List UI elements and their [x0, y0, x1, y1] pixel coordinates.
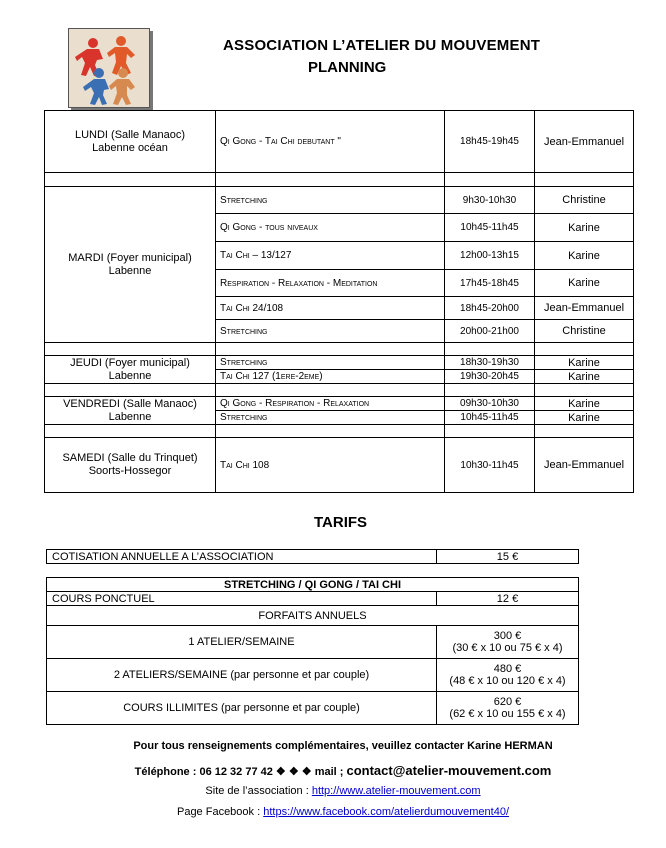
forfait-label: 1 ATELIER/SEMAINE [47, 626, 437, 659]
table-row [45, 356, 634, 370]
table-row [47, 626, 579, 659]
cotisation-label: COTISATION ANNUELLE A L’ASSOCIATION [47, 550, 437, 564]
separator-symbols-icon: ❖ ❖ ❖ [275, 766, 312, 778]
activity-cell: Tai Chi 127 (1ere-2eme) [216, 370, 445, 384]
time-cell: 10h30-11h45 [445, 438, 535, 493]
time-cell: 18h45-20h00 [445, 297, 535, 320]
time-cell: 18h45-19h45 [445, 111, 535, 173]
activity-cell: Tai Chi 108 [216, 438, 445, 493]
page-subtitle: PLANNING [308, 59, 387, 76]
table-row [45, 438, 634, 493]
teacher-cell: Jean-Emmanuel [535, 297, 634, 320]
table-row [47, 659, 579, 692]
activity-cell: Qi Gong - Respiration - Relaxation [216, 397, 445, 411]
mail-label: mail ; [314, 766, 344, 778]
page-title: ASSOCIATION L’ATELIER DU MOUVEMENT [223, 37, 541, 54]
planning-table [44, 110, 634, 493]
teacher-cell: Karine [535, 214, 634, 242]
table-row [47, 578, 579, 592]
time-cell: 10h45-11h45 [445, 214, 535, 242]
table-row [47, 592, 579, 606]
activity-cell: Stretching [216, 187, 445, 214]
tarifs-title: TARIFS [314, 514, 368, 531]
teacher-cell: Jean-Emmanuel [535, 111, 634, 173]
teacher-cell: Karine [535, 242, 634, 270]
activity-cell: Tai Chi 24/108 [216, 297, 445, 320]
activity-cell: Stretching [216, 356, 445, 370]
activity-cell: Qi Gong - tous niveaux [216, 214, 445, 242]
day-cell-jeudi: JEUDI (Foyer municipal) Labenne [45, 356, 216, 384]
teacher-cell: Christine [535, 187, 634, 214]
teacher-cell: Karine [535, 397, 634, 411]
day-cell-vendredi: VENDREDI (Salle Manaoc) Labenne [45, 397, 216, 425]
facebook-line [10, 806, 666, 818]
forfaits-title: FORFAITS ANNUELS [47, 606, 579, 626]
association-logo [68, 28, 150, 108]
ponctuel-price: 12 € [437, 592, 579, 606]
ponctuel-label: COURS PONCTUEL [47, 592, 437, 606]
table-row [45, 187, 634, 214]
day-cell-mardi: MARDI (Foyer municipal) Labenne [45, 187, 216, 343]
forfait-price-cell: 480 € (48 € x 10 ou 120 € x 4) [437, 659, 579, 692]
table-row [45, 111, 634, 173]
activity-cell: Qi Gong - Tai Chi debutant " [216, 111, 445, 173]
time-cell: 12h00-13h15 [445, 242, 535, 270]
time-cell: 19h30-20h45 [445, 370, 535, 384]
table-row [47, 550, 579, 564]
activity-cell: Stretching [216, 320, 445, 343]
time-cell: 20h00-21h00 [445, 320, 535, 343]
dancers-logo-icon [69, 29, 149, 107]
cotisation-price: 15 € [437, 550, 579, 564]
teacher-cell: Christine [535, 320, 634, 343]
forfait-label: 2 ATELIERS/SEMAINE (par personne et par couple) [47, 659, 437, 692]
time-cell: 09h30-10h30 [445, 397, 535, 411]
spacer-row [45, 384, 634, 397]
spacer-row [45, 173, 634, 187]
email-link[interactable]: contact@atelier-mouvement.com [346, 763, 552, 778]
activity-cell: Tai Chi – 13/127 [216, 242, 445, 270]
spacer-row [45, 343, 634, 356]
site-line [10, 785, 666, 797]
spacer-row [45, 425, 634, 438]
teacher-cell: Karine [535, 356, 634, 370]
time-cell: 9h30-10h30 [445, 187, 535, 214]
cotisation-table [46, 549, 579, 564]
site-label: Site de l’association : [205, 785, 309, 797]
forfaits-table [46, 577, 579, 725]
site-link[interactable]: http://www.atelier-mouvement.com [311, 785, 481, 797]
teacher-cell: Karine [535, 411, 634, 425]
time-cell: 17h45-18h45 [445, 270, 535, 297]
time-cell: 10h45-11h45 [445, 411, 535, 425]
facebook-link[interactable]: https://www.facebook.com/atelierdumouvement40/ [263, 806, 510, 818]
day-cell-lundi: LUNDI (Salle Manaoc) Labenne océan [45, 111, 216, 173]
activity-cell: Stretching [216, 411, 445, 425]
table-row [47, 606, 579, 626]
activity-cell: Respiration - Relaxation - Meditation [216, 270, 445, 297]
forfait-label: COURS ILLIMITES (par personne et par couple) [47, 692, 437, 725]
forfait-price-cell: 620 € (62 € x 10 ou 155 € x 4) [437, 692, 579, 725]
phone-text: Téléphone : 06 12 32 77 42 [134, 766, 273, 778]
contact-line [10, 763, 666, 778]
info-text: Pour tous renseignements complémentaires, veuillez contacter Karine HERMAN [133, 740, 553, 752]
table-row [47, 692, 579, 725]
day-cell-samedi: SAMEDI (Salle du Trinquet) Soorts-Hossegor [45, 438, 216, 493]
teacher-cell: Jean-Emmanuel [535, 438, 634, 493]
teacher-cell: Karine [535, 370, 634, 384]
forfait-price-cell: 300 € (30 € x 10 ou 75 € x 4) [437, 626, 579, 659]
facebook-label: Page Facebook : [176, 806, 261, 818]
time-cell: 18h30-19h30 [445, 356, 535, 370]
section-title: STRETCHING / QI GONG / TAI CHI [47, 578, 579, 592]
teacher-cell: Karine [535, 270, 634, 297]
table-row [45, 397, 634, 411]
